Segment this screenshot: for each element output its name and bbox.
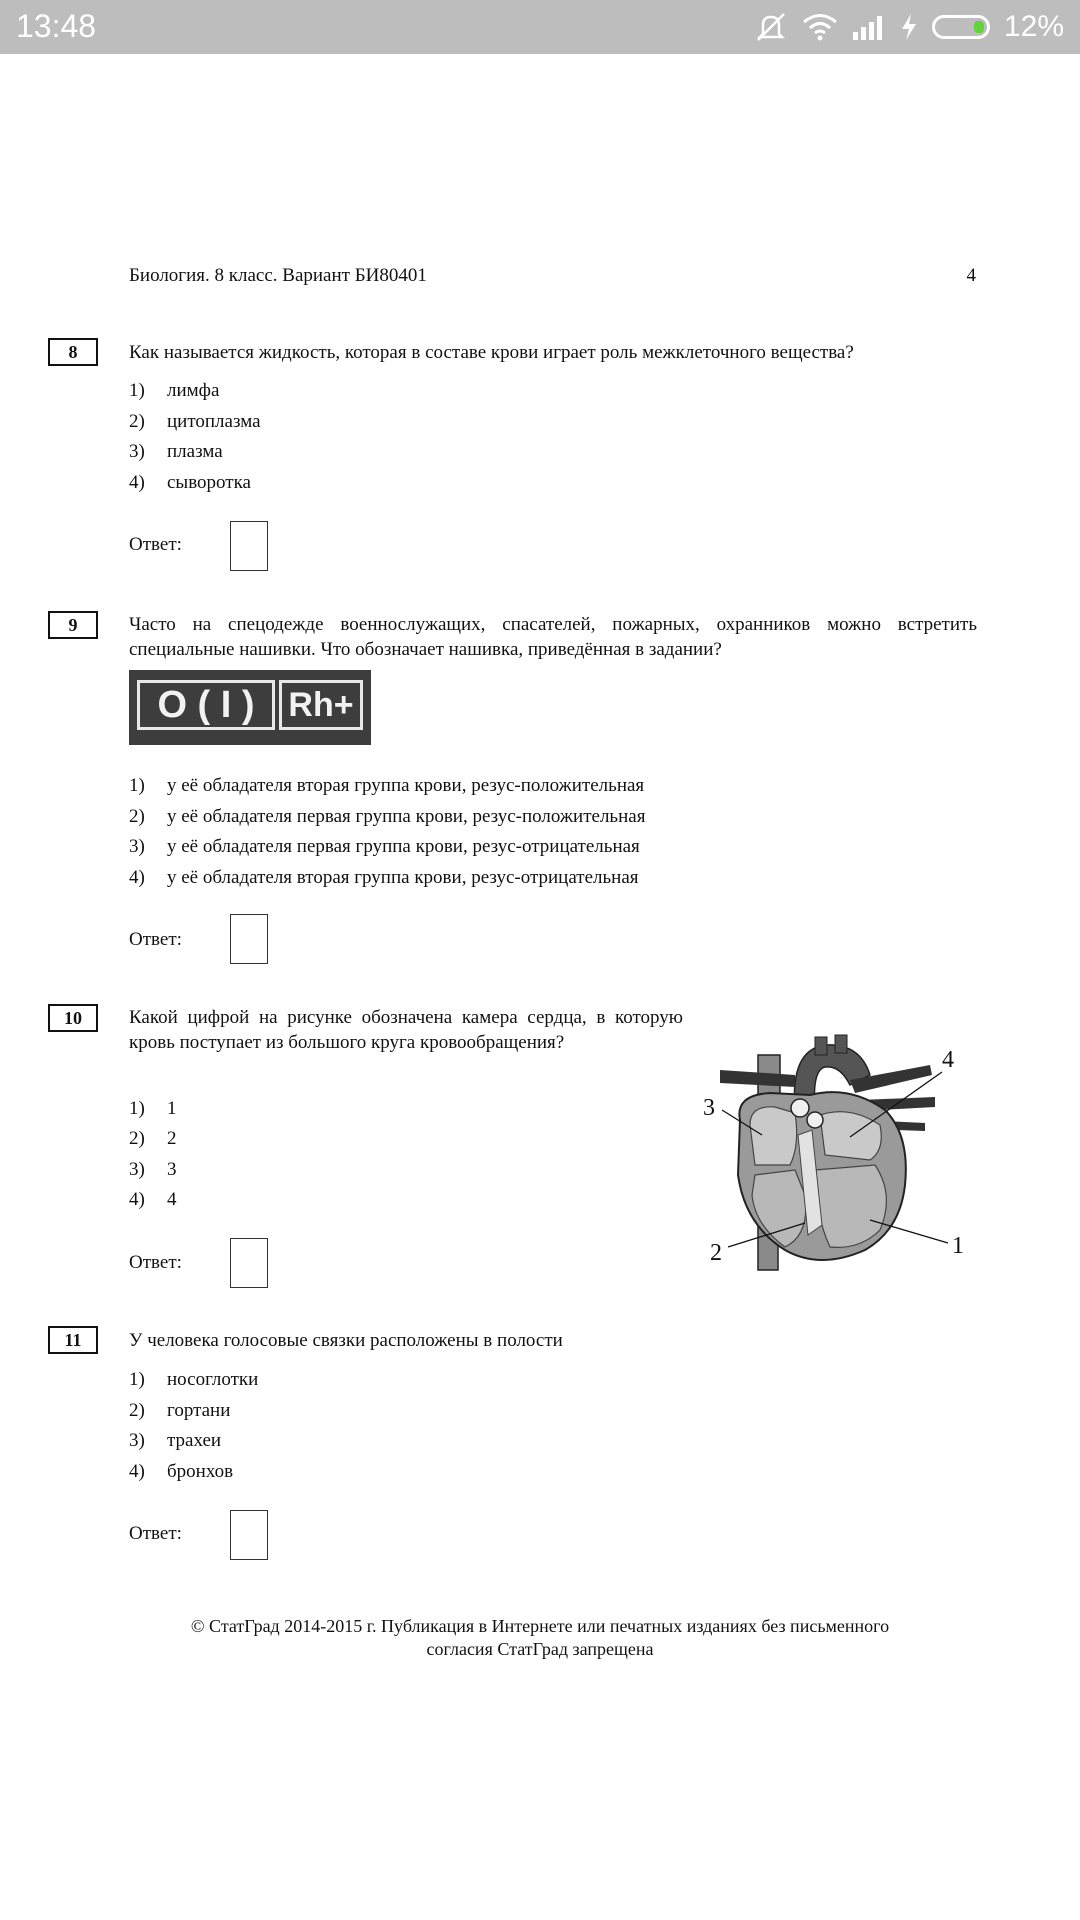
wifi-icon <box>802 13 838 41</box>
question-8-option-2: 2) цитоплазма <box>129 411 261 432</box>
question-9-option-2: 2) у её обладателя первая группа крови, резус-положительная <box>129 806 646 827</box>
status-time: 13:48 <box>16 8 97 44</box>
status-bar <box>0 0 1080 54</box>
heart-label-2: 2 <box>710 1240 722 1266</box>
question-8-option-4: 4) сыворотка <box>129 472 251 493</box>
question-9-option-1: 1) у её обладателя вторая группа крови, резус-положительная <box>129 775 645 796</box>
question-10-answer-box[interactable] <box>230 1238 268 1288</box>
question-10-option-2: 2) 2 <box>129 1128 177 1149</box>
question-11-text: У человека голосовые связки расположены в полости <box>129 1330 563 1351</box>
question-9-option-4: 4) у её обладателя вторая группа крови, резус-отрицательная <box>129 867 639 888</box>
heart-label-3: 3 <box>703 1095 715 1121</box>
patch-blood-group: O ( I ) <box>137 680 275 730</box>
signal-icon <box>852 14 886 40</box>
question-11-number: 11 <box>48 1326 98 1354</box>
question-9-text: Часто на спецодежде военнослужащих, спасателей, пожарных, охранников можно встретить специальные нашивки. Что обозначает нашивка, приведённая в задании? <box>129 614 977 660</box>
heart-diagram <box>700 1025 970 1285</box>
battery-percent: 12% <box>1003 10 1064 43</box>
question-10-text: Какой цифрой на рисунке обозначена камера сердца, в которую кровь поступает из большого круга кровообращения? <box>129 1007 683 1053</box>
charging-icon <box>900 13 918 41</box>
question-11-option-1: 1) носоглотки <box>129 1369 259 1390</box>
question-10-option-1: 1) 1 <box>129 1098 177 1119</box>
question-11-option-4: 4) бронхов <box>129 1461 234 1482</box>
question-9-answer-label: Ответ: <box>129 929 182 950</box>
mute-bell-icon <box>754 12 788 42</box>
question-9-option-3: 3) у её обладателя первая группа крови, резус-отрицательная <box>129 836 640 857</box>
status-icons <box>754 10 1064 44</box>
question-10-option-4: 4) 4 <box>129 1189 177 1210</box>
footer-line-2: согласия СтатГрад запрещена <box>426 1639 654 1659</box>
question-11-answer-label: Ответ: <box>129 1523 182 1544</box>
question-11-answer-box[interactable] <box>230 1510 268 1560</box>
blood-type-patch-image <box>129 670 371 745</box>
page-number: 4 <box>966 265 976 286</box>
patch-rh-factor: Rh+ <box>279 680 363 730</box>
question-8-option-3: 3) плазма <box>129 441 223 462</box>
question-9-number: 9 <box>48 611 98 639</box>
heart-label-1: 1 <box>952 1233 964 1259</box>
heart-label-4: 4 <box>942 1047 954 1073</box>
question-9-answer-box[interactable] <box>230 914 268 964</box>
question-8-text: Как называется жидкость, которая в составе крови играет роль межклеточного вещества? <box>129 342 854 363</box>
question-11-option-3: 3) трахеи <box>129 1430 222 1451</box>
question-8-answer-label: Ответ: <box>129 534 182 555</box>
question-11-option-2: 2) гортани <box>129 1400 231 1421</box>
question-10-option-3: 3) 3 <box>129 1159 177 1180</box>
question-10-number: 10 <box>48 1004 98 1032</box>
page-header-title: Биология. 8 класс. Вариант БИ80401 <box>129 265 427 286</box>
question-8-option-1: 1) лимфа <box>129 380 220 401</box>
question-10-answer-label: Ответ: <box>129 1252 182 1273</box>
question-8-number: 8 <box>48 338 98 366</box>
battery-icon <box>932 15 990 39</box>
question-8-answer-box[interactable] <box>230 521 268 571</box>
footer-line-1: © СтатГрад 2014-2015 г. Публикация в Интернете или печатных изданиях без письменного <box>190 1616 890 1636</box>
copyright-footer <box>0 1615 1080 1661</box>
